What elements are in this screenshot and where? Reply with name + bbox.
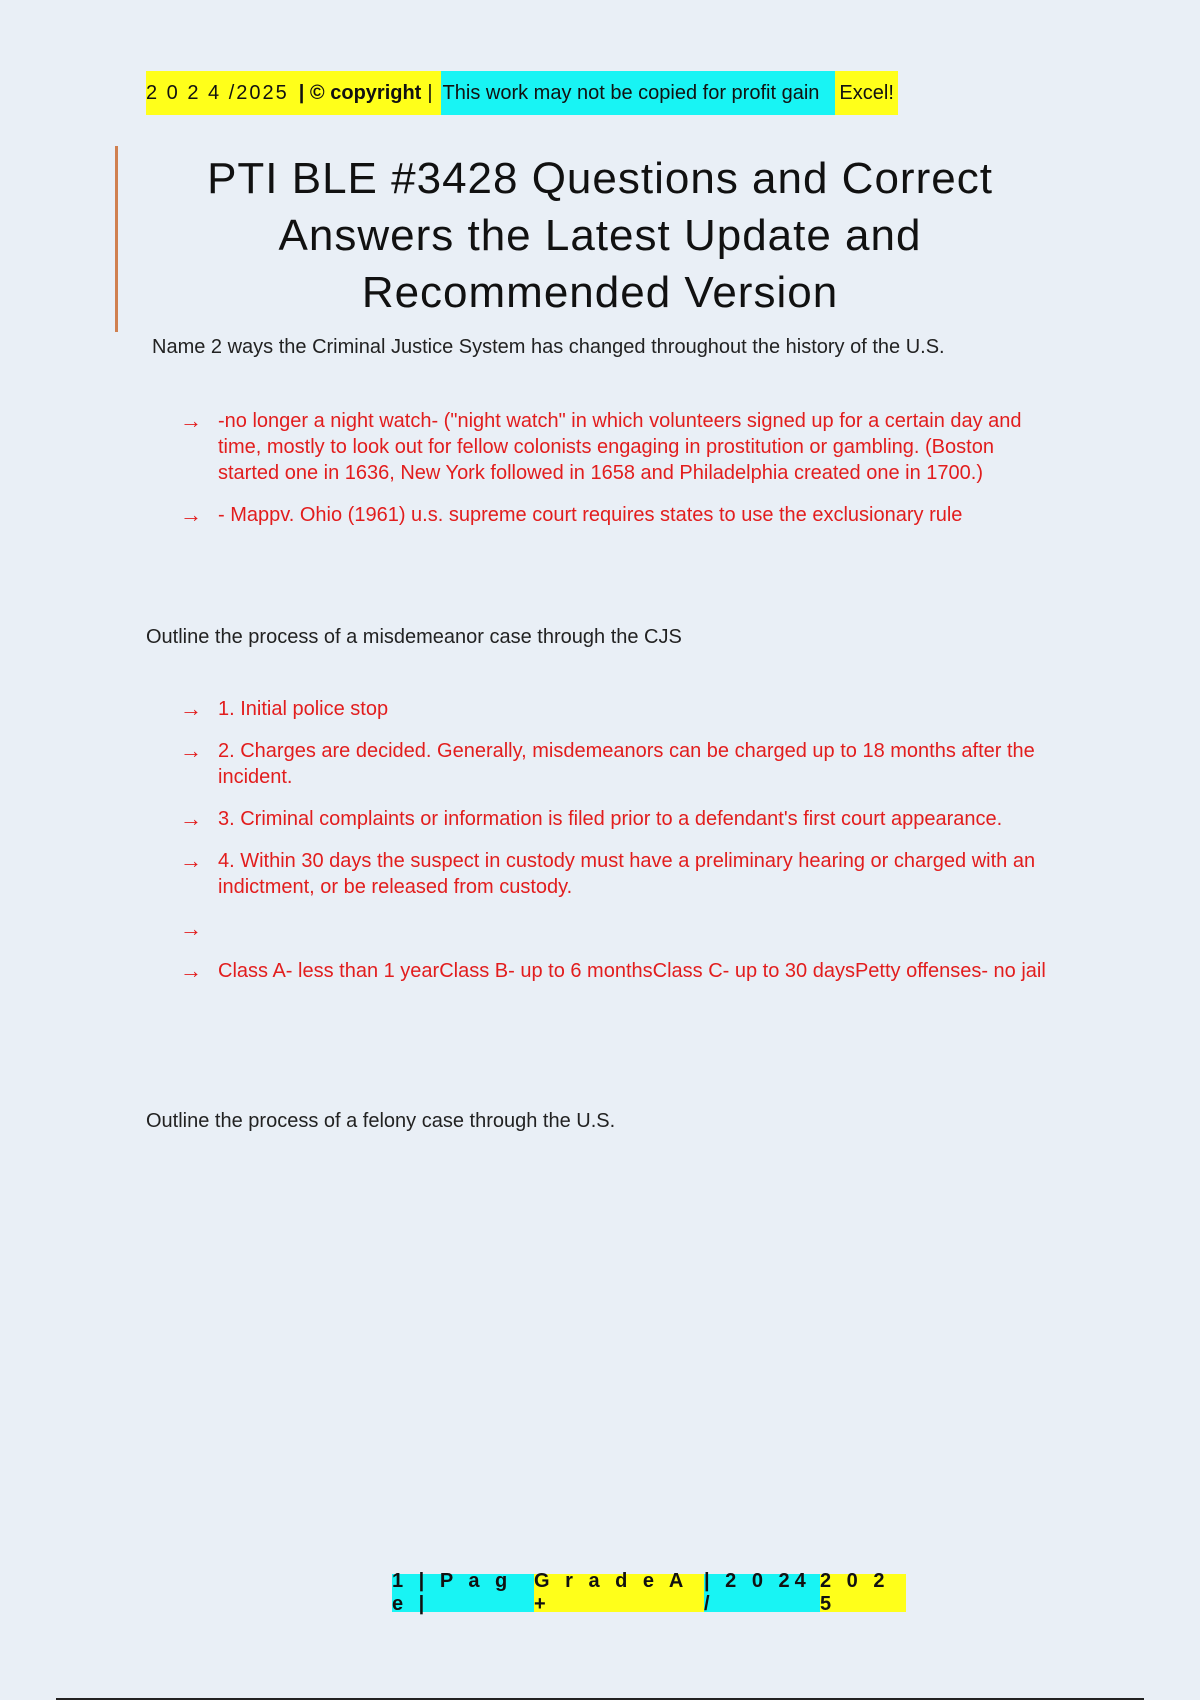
footer-grade: G r a d e A + [534, 1574, 704, 1612]
answer-item: → -no longer a night watch- ("night watch" in which volunteers signed up for a certain day and time, mostly to look out for fellow colonists engaging in prostitution or gambling. (Boston started one in 1636, New York followed in 1658 and Philadelphia created one in 1700.) [180, 408, 1022, 484]
question-2: Outline the process of a misdemeanor case through the CJS [146, 626, 682, 648]
question-1: Name 2 ways the Criminal Justice System has changed throughout the history of the U.S. [152, 336, 945, 358]
footer-page: 1 | P a g e | [392, 1574, 534, 1612]
answer-item: → Class A- less than 1 yearClass B- up to 6 monthsClass C- up to 30 daysPetty offenses- no jail [180, 958, 1046, 983]
header-year: 2 0 2 4 /2025 [146, 71, 293, 115]
answer-item: → 2. Charges are decided. Generally, misdemeanors can be charged up to 18 months after the incident. [180, 738, 1035, 788]
answer-item [180, 916, 1050, 942]
footer-year-1: | 2 0 24 / [704, 1574, 820, 1612]
answer-item: → - Mappv. Ohio (1961) u.s. supreme court requires states to use the exclusionary rule [180, 502, 963, 527]
arrow-right-icon: → [180, 916, 202, 941]
title-accent-rule [115, 146, 118, 332]
header-excel: Excel! [835, 71, 897, 115]
answer-item: → 1. Initial police stop [180, 696, 389, 721]
header-copyright: | © copyright [293, 71, 428, 115]
arrow-right-icon: → [180, 696, 202, 721]
answer-item: → 4. Within 30 days the suspect in custody must have a preliminary hearing or charged with an indictment, or be released from custody. [180, 848, 1036, 898]
arrow-right-icon: → [180, 502, 202, 527]
header-note: This work may not be copied for profit gain [441, 71, 836, 115]
document-title: PTI BLE #3428 Questions and Correct Answers the Latest Update and Recommended Version [207, 154, 993, 317]
copyright-banner [146, 71, 898, 115]
arrow-right-icon: → [180, 958, 202, 983]
answer-item: → 3. Criminal complaints or information is filed prior to a defendant's first court appearance. [180, 806, 1003, 831]
arrow-right-icon: → [180, 848, 202, 873]
arrow-right-icon: → [180, 408, 202, 433]
arrow-right-icon: → [180, 738, 202, 763]
page-footer [392, 1570, 906, 1615]
answer-list-2 [180, 696, 1050, 1000]
question-3: Outline the process of a felony case through the U.S. [146, 1110, 616, 1132]
header-separator: | [427, 71, 440, 115]
answer-list-1 [180, 408, 1050, 544]
arrow-right-icon: → [180, 806, 202, 831]
footer-year-2: 2 0 2 5 [820, 1574, 906, 1612]
